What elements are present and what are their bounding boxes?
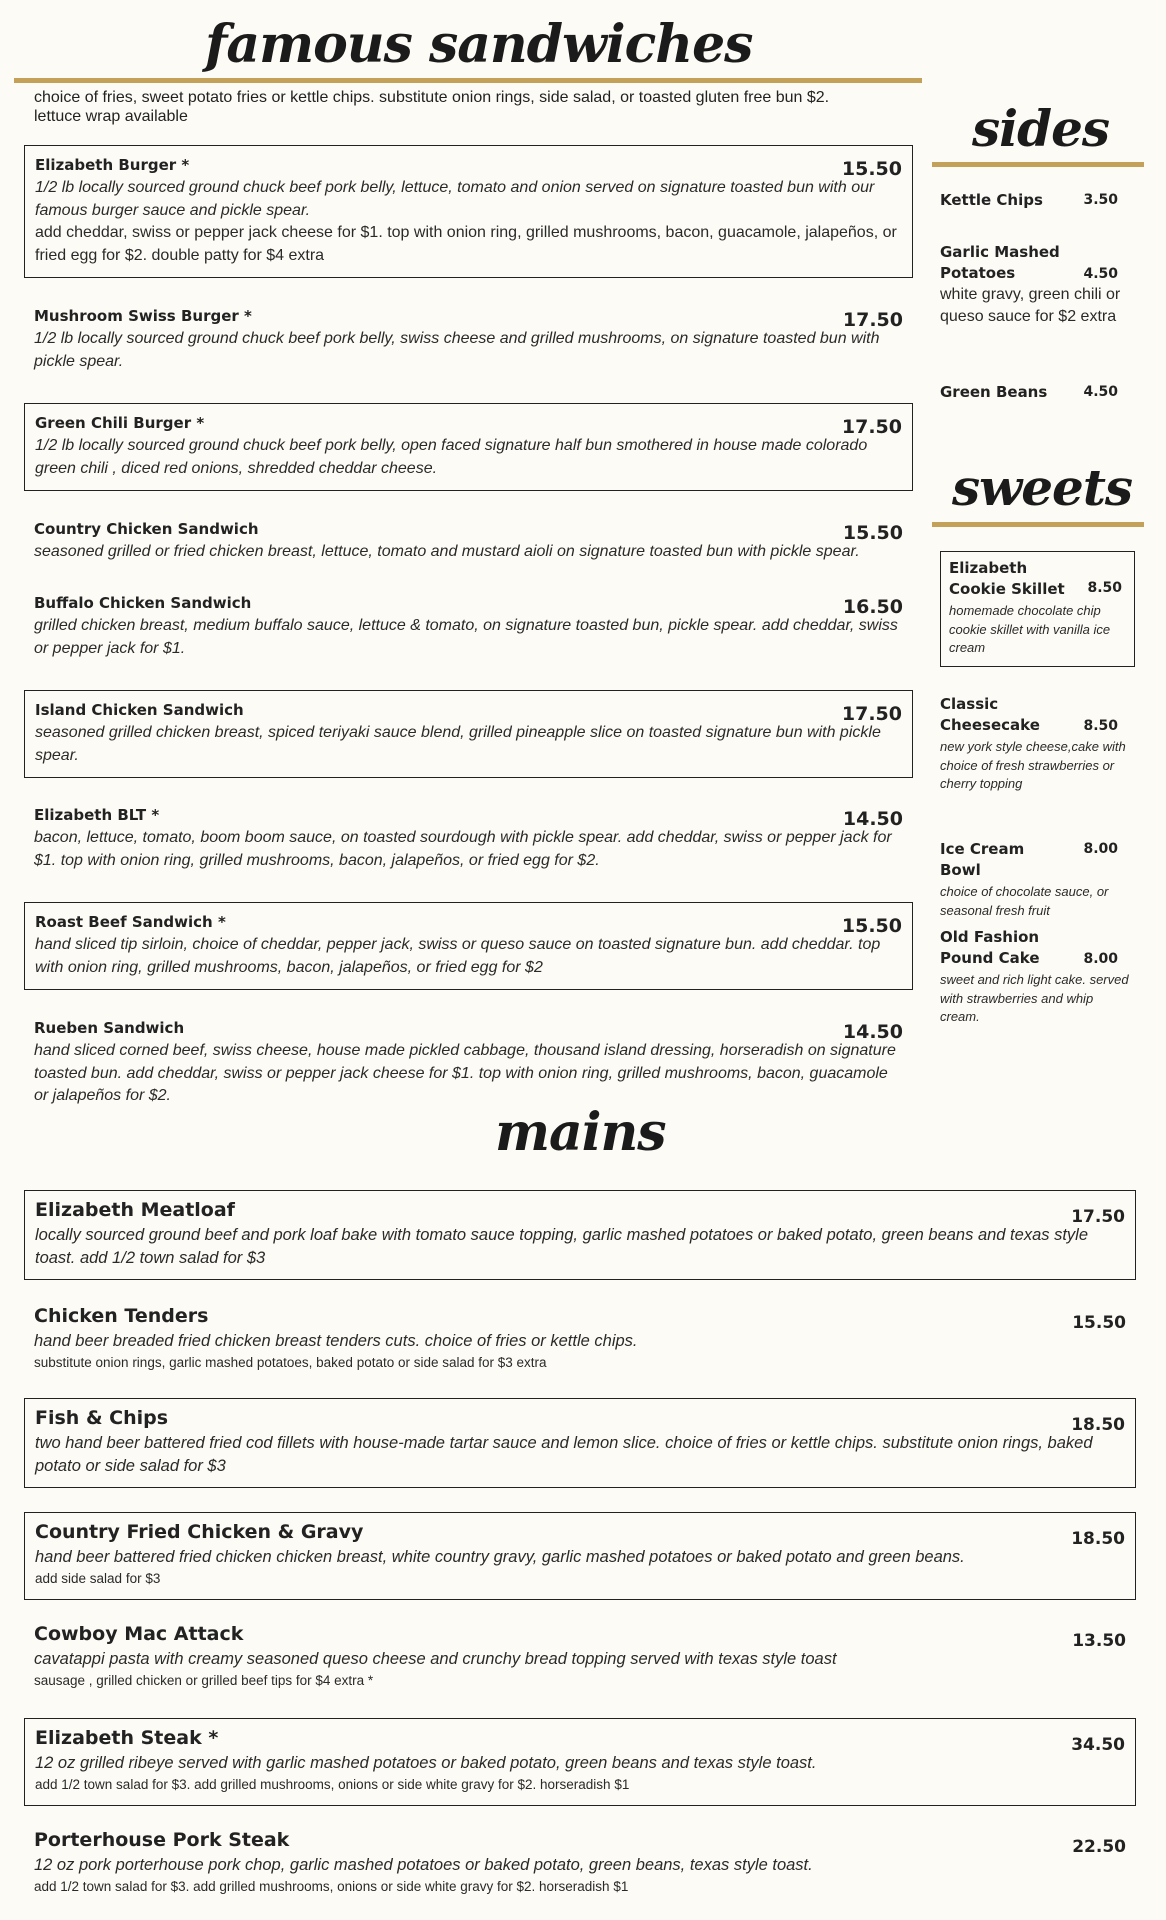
item-name: Elizabeth Steak *: [35, 1727, 219, 1749]
side-item-garlic-mashed: [940, 242, 1130, 328]
item-name: Ice Cream Bowl: [940, 840, 1025, 879]
item-description: grilled chicken breast, medium buffalo sauce, lettuce & tomato, on signature toasted bun, pickle spear. add cheddar, swiss or pepper jack for $1.: [34, 617, 898, 657]
item-name: Old Fashion Pound Cake: [940, 928, 1040, 967]
sandwich-item-island-chicken: [24, 690, 913, 778]
item-name: Buffalo Chicken Sandwich: [34, 594, 252, 612]
item-addons: sausage , grilled chicken or grilled beef tips for $4 extra *: [34, 1673, 374, 1688]
sandwiches-intro-line-1: choice of fries, sweet potato fries or kettle chips. substitute onion rings, side salad, or toasted gluten free bun $2.: [34, 89, 830, 106]
item-description: hand sliced tip sirloin, choice of cheddar, pepper jack, swiss or queso sauce on toasted signature bun. add cheddar. top with onion ring, grilled mushrooms, bacon, jalapeños, or fried egg for $2: [35, 936, 881, 976]
item-description: 1/2 lb locally sourced ground chuck beef pork belly, lettuce, tomato and onion served on signature toasted bun with our famous burger sauce and pickle spear.: [35, 179, 875, 219]
item-description: homemade chocolate chip cookie skillet with vanilla ice cream: [949, 603, 1111, 655]
sandwiches-title-rule: [14, 78, 922, 83]
sandwich-item-green-chili-burger: [24, 403, 913, 491]
item-name: Cowboy Mac Attack: [34, 1623, 244, 1645]
item-price: 16.50: [842, 596, 903, 618]
item-addons: add cheddar, swiss or pepper jack cheese for $1. top with onion ring, grilled mushrooms, bacon, guacamole, jalapeños, or fried egg for $2. double patty for $4 extra: [35, 224, 897, 264]
item-price: 4.50: [1083, 384, 1118, 400]
item-name: Country Chicken Sandwich: [34, 520, 259, 538]
item-price: 34.50: [1071, 1735, 1125, 1755]
item-price: 8.00: [1083, 951, 1118, 967]
item-name: Island Chicken Sandwich: [35, 701, 244, 719]
item-description: 1/2 lb locally sourced ground chuck beef pork belly, swiss cheese and grilled mushrooms, on signature toasted bun with pickle spear.: [34, 330, 880, 370]
side-item-green-beans: [940, 382, 1130, 403]
sandwiches-intro: [34, 88, 914, 126]
item-price: 8.00: [1083, 841, 1118, 857]
sweet-item-pound-cake: [940, 927, 1130, 1027]
sweets-title: sweets: [952, 458, 1133, 517]
item-name: Elizabeth Burger *: [35, 156, 190, 174]
item-addons: add 1/2 town salad for $3. add grilled mushrooms, onions or side white gravy for $2. horseradish $1: [35, 1777, 630, 1792]
item-price: 14.50: [842, 808, 903, 830]
item-addons: add side salad for $3: [35, 1571, 161, 1586]
item-description: seasoned grilled chicken breast, spiced teriyaki sauce blend, grilled pineapple slice on toasted signature bun with pickle spear.: [35, 724, 881, 764]
item-price: 18.50: [1071, 1415, 1125, 1435]
sandwich-item-country-chicken: [24, 510, 913, 564]
sides-title: sides: [972, 99, 1110, 158]
item-description: hand sliced corned beef, swiss cheese, house made pickled cabbage, thousand island dressing, horseradish on signature toasted bun. add cheddar, swiss or pepper jack cheese for $1. top with onion ring, grilled mushrooms, bacon, guacamole or jalapeños for $2.: [34, 1042, 896, 1104]
side-item-kettle-chips: [940, 190, 1130, 211]
item-name: Kettle Chips: [940, 191, 1043, 209]
item-description: seasoned grilled or fried chicken breast, lettuce, tomato and mustard aioli on signature toasted bun with pickle spear.: [34, 543, 860, 560]
item-name: Green Chili Burger *: [35, 414, 205, 432]
mains-title: mains: [495, 1102, 666, 1163]
item-addons: add 1/2 town salad for $3. add grilled mushrooms, onions or side white gravy for $2. horseradish $1: [34, 1879, 629, 1894]
item-description: hand beer battered fried chicken chicken breast, white country gravy, garlic mashed potatoes or baked potato and green beans.: [35, 1548, 965, 1566]
item-price: 4.50: [1083, 266, 1118, 282]
item-price: 15.50: [841, 915, 902, 937]
main-item-elizabeth-steak: [24, 1718, 1136, 1806]
main-item-elizabeth-meatloaf: [24, 1190, 1136, 1280]
sweet-item-classic-cheesecake: [940, 694, 1130, 794]
sandwich-item-elizabeth-blt: [24, 796, 913, 872]
item-name: Fish & Chips: [35, 1407, 169, 1429]
item-name: Roast Beef Sandwich *: [35, 913, 226, 931]
item-name: Country Fried Chicken & Gravy: [35, 1521, 364, 1543]
item-description: sweet and rich light cake. served with strawberries and whip cream.: [940, 972, 1129, 1024]
sweets-title-rule: [932, 522, 1144, 527]
item-description: white gravy, green chili or queso sauce for $2 extra: [940, 286, 1121, 325]
item-name: Garlic Mashed Potatoes: [940, 243, 1060, 282]
item-price: 13.50: [1072, 1631, 1126, 1651]
item-name: Classic Cheesecake: [940, 695, 1040, 734]
item-price: 17.50: [1071, 1207, 1125, 1227]
item-name: Elizabeth Cookie Skillet: [949, 559, 1065, 598]
sandwiches-intro-line-2: lettuce wrap available: [34, 108, 188, 125]
item-description: hand beer breaded fried chicken breast tenders cuts. choice of fries or kettle chips.: [34, 1332, 638, 1350]
item-price: 14.50: [842, 1021, 903, 1043]
item-price: 17.50: [842, 309, 903, 331]
item-description: choice of chocolate sauce, or seasonal fresh fruit: [940, 884, 1109, 918]
item-price: 18.50: [1071, 1529, 1125, 1549]
sandwich-item-buffalo-chicken: [24, 584, 913, 660]
item-name: Elizabeth BLT *: [34, 806, 160, 824]
item-price: 8.50: [1087, 580, 1122, 596]
item-description: two hand beer battered fried cod fillets with house-made tartar sauce and lemon slice. choice of fries or kettle chips. substitute onion rings, baked potato or side salad for $3: [35, 1434, 1093, 1475]
sandwiches-title: famous sandwiches: [205, 14, 753, 75]
item-name: Mushroom Swiss Burger *: [34, 307, 252, 325]
item-addons: substitute onion rings, garlic mashed potatoes, baked potato or side salad for $3 extra: [34, 1355, 547, 1370]
item-name: Rueben Sandwich: [34, 1019, 185, 1037]
item-price: 15.50: [842, 522, 903, 544]
main-item-porterhouse-pork-steak: [24, 1821, 1136, 1903]
main-item-chicken-tenders: [24, 1297, 1136, 1379]
item-price: 22.50: [1072, 1837, 1126, 1857]
item-description: new york style cheese,cake with choice of fresh strawberries or cherry topping: [940, 739, 1126, 791]
main-item-country-fried-chicken: [24, 1512, 1136, 1600]
item-description: 1/2 lb locally sourced ground chuck beef pork belly, open faced signature half bun smothered in house made colorado green chili , diced red onions, shredded cheddar cheese.: [35, 437, 868, 477]
sandwich-item-rueben: [24, 1009, 913, 1108]
item-description: locally sourced ground beef and pork loaf bake with tomato sauce topping, garlic mashed potatoes or baked potato, green beans and texas style toast. add 1/2 town salad for $3: [35, 1226, 1089, 1267]
item-description: 12 oz pork porterhouse pork chop, garlic mashed potatoes or baked potato, green beans, texas style toast.: [34, 1856, 813, 1874]
item-price: 15.50: [1072, 1313, 1126, 1333]
item-description: bacon, lettuce, tomato, boom boom sauce, on toasted sourdough with pickle spear. add cheddar, swiss or pepper jack for $1. top with onion ring, grilled mushrooms, bacon, jalapeños, or fried egg for $2.: [34, 829, 892, 869]
item-name: Elizabeth Meatloaf: [35, 1199, 235, 1221]
sweet-item-cookie-skillet: [940, 551, 1135, 667]
main-item-fish-and-chips: [24, 1398, 1136, 1488]
item-price: 3.50: [1083, 192, 1118, 208]
sandwich-item-elizabeth-burger: [24, 145, 913, 278]
sandwich-item-mushroom-swiss-burger: [24, 297, 913, 373]
item-price: 17.50: [841, 703, 902, 725]
item-name: Porterhouse Pork Steak: [34, 1829, 290, 1851]
sides-title-rule: [932, 162, 1144, 167]
item-name: Green Beans: [940, 383, 1048, 401]
main-item-cowboy-mac-attack: [24, 1615, 1136, 1697]
sandwich-item-roast-beef: [24, 902, 913, 990]
item-price: 17.50: [841, 416, 902, 438]
item-price: 15.50: [841, 158, 902, 180]
sweet-item-ice-cream-bowl: [940, 839, 1130, 920]
item-price: 8.50: [1083, 718, 1118, 734]
item-name: Chicken Tenders: [34, 1305, 209, 1327]
item-description: 12 oz grilled ribeye served with garlic mashed potatoes or baked potato, green beans and texas style toast.: [35, 1754, 817, 1772]
item-description: cavatappi pasta with creamy seasoned queso cheese and crunchy bread topping served with texas style toast: [34, 1650, 837, 1668]
